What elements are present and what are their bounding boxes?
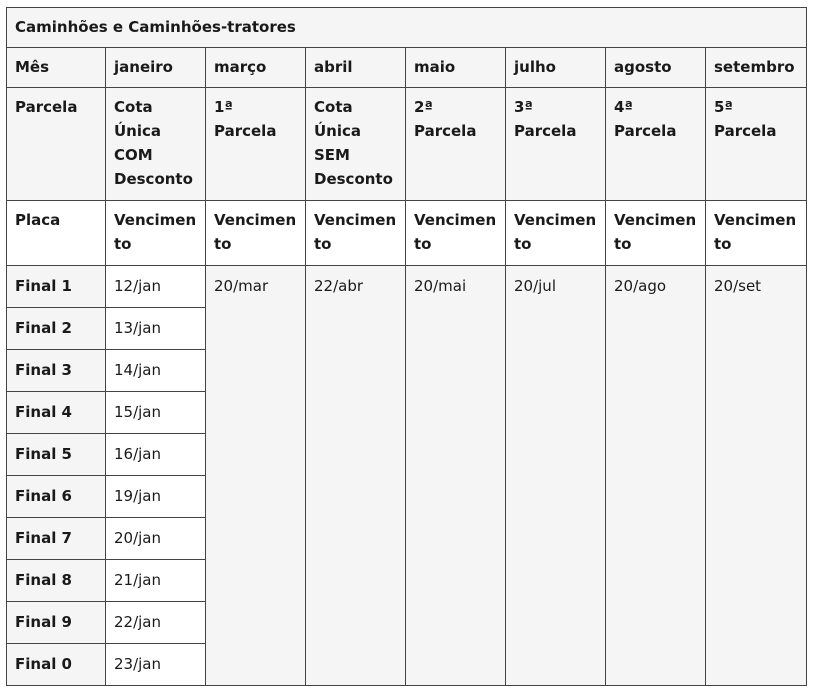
final-date: 13/jan — [106, 308, 206, 350]
date-abril: 22/abr — [306, 266, 406, 686]
month-agosto: agosto — [606, 48, 706, 88]
ipva-schedule-table — [6, 7, 807, 686]
final-label: Final 9 — [7, 602, 106, 644]
parcela-row — [7, 88, 807, 201]
final-date: 19/jan — [106, 476, 206, 518]
final-date: 12/jan — [106, 266, 206, 308]
date-julho: 20/jul — [506, 266, 606, 686]
final-label: Final 7 — [7, 518, 106, 560]
placa-row — [7, 201, 807, 266]
final-label: Final 4 — [7, 392, 106, 434]
mes-label: Mês — [7, 48, 106, 88]
final-label: Final 1 — [7, 266, 106, 308]
final-date: 14/jan — [106, 350, 206, 392]
final-date: 21/jan — [106, 560, 206, 602]
vencimento-header: Vencimento — [506, 201, 606, 266]
parcela-4: 4ª Parcela — [606, 88, 706, 201]
vencimento-header: Vencimento — [606, 201, 706, 266]
final-label: Final 8 — [7, 560, 106, 602]
date-maio: 20/mai — [406, 266, 506, 686]
parcela-3: 3ª Parcela — [506, 88, 606, 201]
final-date: 16/jan — [106, 434, 206, 476]
date-marco: 20/mar — [206, 266, 306, 686]
final-label: Final 3 — [7, 350, 106, 392]
parcela-2: 2ª Parcela — [406, 88, 506, 201]
month-row — [7, 48, 807, 88]
table-title: Caminhões e Caminhões-tratores — [7, 8, 807, 48]
parcela-1: 1ª Parcela — [206, 88, 306, 201]
month-maio: maio — [406, 48, 506, 88]
parcela-cota-unica-sem: Cota Única SEM Desconto — [306, 88, 406, 201]
vencimento-header: Vencimento — [106, 201, 206, 266]
parcela-label: Parcela — [7, 88, 106, 201]
final-date: 20/jan — [106, 518, 206, 560]
final-date: 15/jan — [106, 392, 206, 434]
final-label: Final 0 — [7, 644, 106, 686]
vencimento-header: Vencimento — [306, 201, 406, 266]
month-marco: março — [206, 48, 306, 88]
month-janeiro: janeiro — [106, 48, 206, 88]
final-label: Final 6 — [7, 476, 106, 518]
final-label: Final 5 — [7, 434, 106, 476]
month-abril: abril — [306, 48, 406, 88]
final-date: 22/jan — [106, 602, 206, 644]
vencimento-header: Vencimento — [206, 201, 306, 266]
parcela-cota-unica-com: Cota Única COM Desconto — [106, 88, 206, 201]
placa-label: Placa — [7, 201, 106, 266]
final-date: 23/jan — [106, 644, 206, 686]
vencimento-header: Vencimento — [706, 201, 807, 266]
vencimento-header: Vencimento — [406, 201, 506, 266]
month-julho: julho — [506, 48, 606, 88]
date-agosto: 20/ago — [606, 266, 706, 686]
parcela-5: 5ª Parcela — [706, 88, 807, 201]
month-setembro: setembro — [706, 48, 807, 88]
final-label: Final 2 — [7, 308, 106, 350]
date-setembro: 20/set — [706, 266, 807, 686]
table-row — [7, 266, 807, 308]
